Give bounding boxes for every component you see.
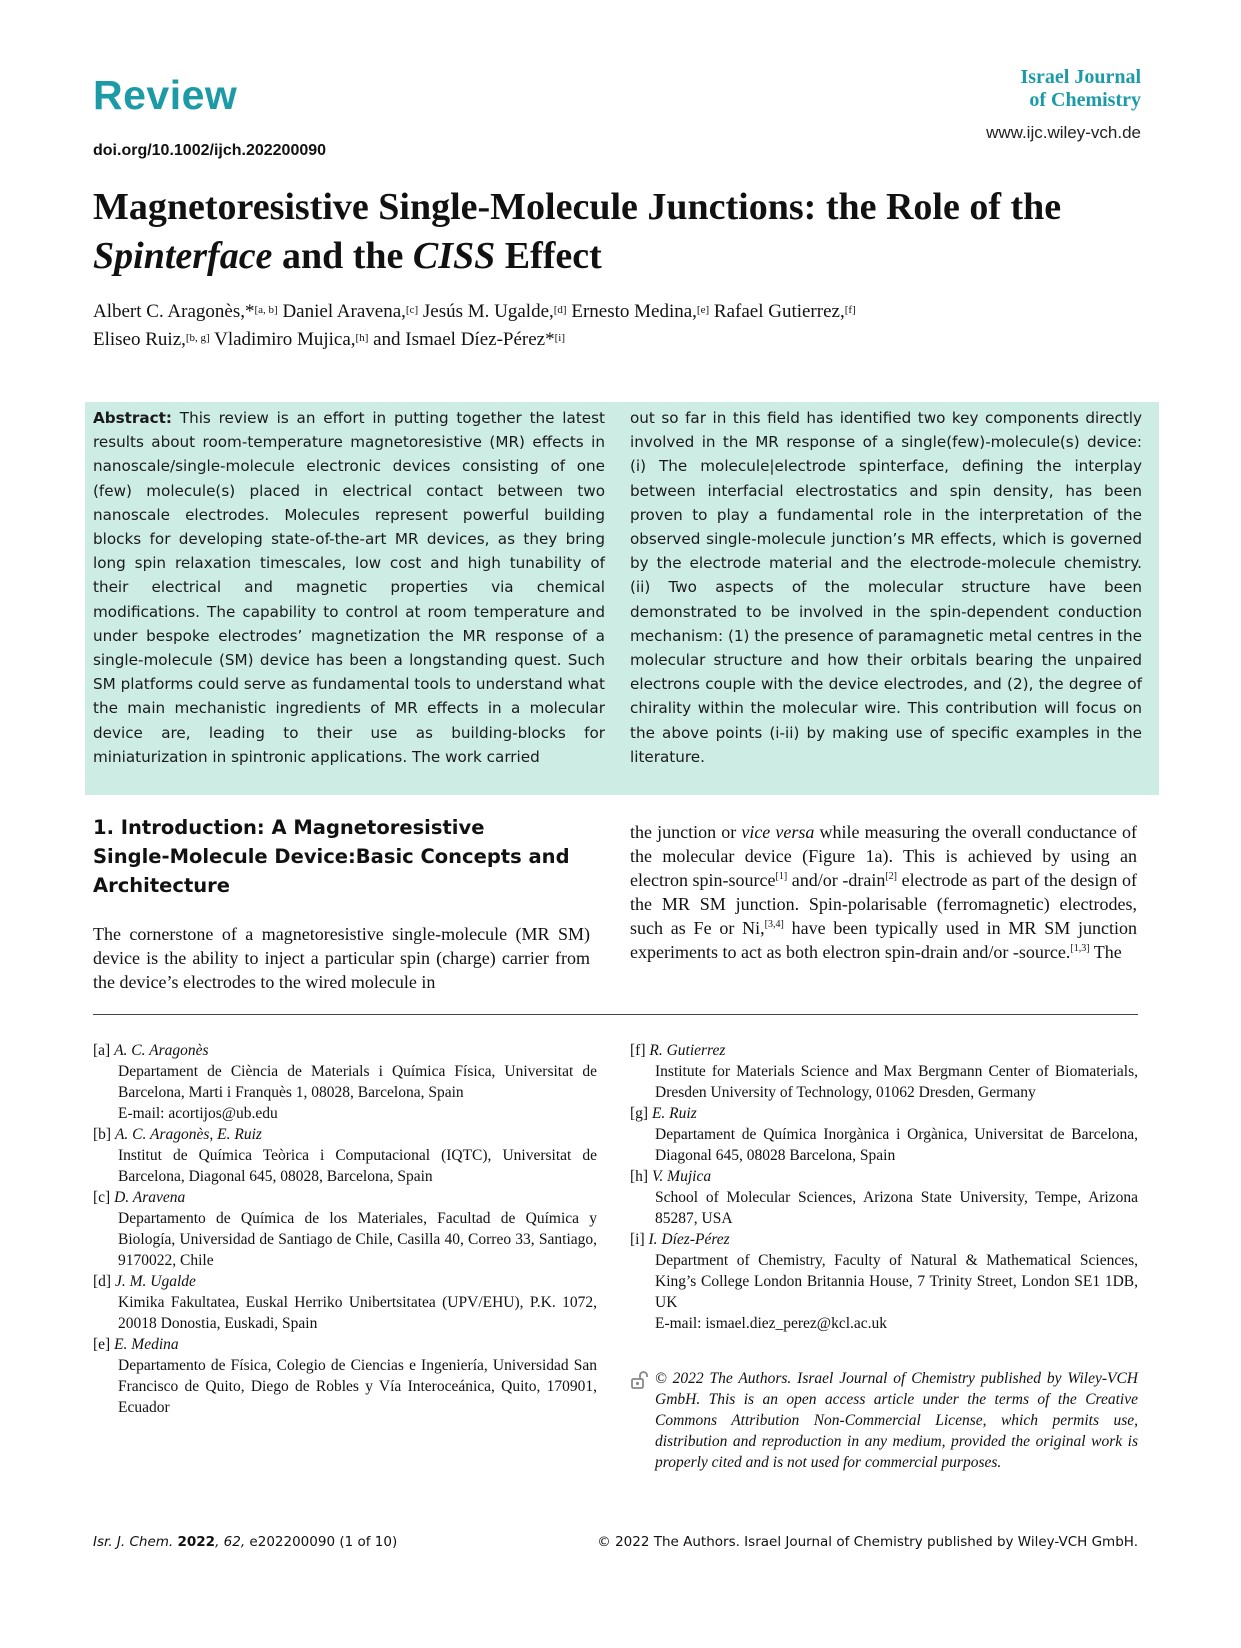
title-line2: Spinterface and the CISS Effect [93, 235, 602, 277]
citation[interactable]: [1,3] [1070, 943, 1090, 954]
copyright-footer: © 2022 The Authors. Israel Journal of Chemistry published by Wiley-VCH GmbH. [597, 1534, 1138, 1550]
affiliation-a: [a] A. C. Aragonès Departament de Ciència de Materials i Química Física, Universitat de Barcelona, Marti i Franquès 1, 08028, Barcelona, Spain E-mail: acortijos@ub.edu [93, 1042, 597, 1122]
email-link[interactable]: E-mail: acortijos@ub.edu [118, 1105, 278, 1122]
abstract-label: Abstract: [93, 409, 173, 427]
affiliation-d: [d] J. M. Ugalde Kimika Fakultatea, Euskal Herriko Unibertsitatea (UPV/EHU), P.K. 1072, 20018 Donostia, Euskadi, Spain [93, 1273, 597, 1332]
affiliation-f: [f] R. Gutierrez Institute for Materials Science and Max Bergmann Center of Biomaterials, Dresden University of Technology, 01062 Dresden, Germany [630, 1042, 1138, 1101]
body-text-right: the junction or vice versa while measuring the overall conductance of the molecular device (Figure 1a). This is achieved by using an electron spin-source[1] and/or -drain[2] electrode as part of the design of the MR SM junction. Spin-polarisable (ferromagnetic) electrodes, such as Fe or Ni,[3,4] have been typically used in MR SM junction experiments to act as both electron spin-drain and/or -source.[1,3] The [630, 822, 1138, 962]
section-label: Review [93, 72, 238, 118]
article-title [93, 183, 1153, 281]
affiliation-h: [h] V. Mujica School of Molecular Sciences, Arizona State University, Tempe, Arizona 85287, USA [630, 1168, 1138, 1227]
abstract-right-column: out so far in this field has identified two key components directly involved in the MR response of a single(few)-molecule(s) device: (i) The molecule|electrode spinterface, defining the interplay between interfacial electrostatics and spin density, has been proven to play a fundamental role in the interpretation of the observed single-molecule junction’s MR effects, which is governed by the electrode material and the electrode-molecule chemistry. (ii) Two aspects of the molecular structure have been demonstrated to be involved in the spin-dependent conduction mechanism: (1) the presence of paramagnetic metal centres in the molecular structure and how their orbitals bearing the unpaired electrons couple with the device electrodes, and (2), the degree of chirality within the molecular wire. This contribution will focus on the above points (i-ii) by making use of specific examples in the literature. [630, 409, 1142, 766]
citation-footer: Isr. J. Chem. 2022, 62, e202200090 (1 of 10) [93, 1534, 398, 1550]
affiliation-e: [e] E. Medina Departamento de Física, Colegio de Ciencias e Ingeniería, Universidad San Francisco de Quito, Diego de Robles y Vía Interoceánica, Quito, 170901, Ecuador [93, 1336, 597, 1416]
affiliation-g: [g] E. Ruiz Departament de Química Inorgànica i Orgànica, Universitat de Barcelona, Diagonal 645, 08028 Barcelona, Spain [630, 1105, 1138, 1164]
author-list [93, 298, 1153, 354]
license-text: © 2022 The Authors. Israel Journal of Chemistry published by Wiley-VCH GmbH. This is an open access article under the terms of the Creative Commons Attribution Non-Commercial License, which permits use, distribution and reproduction in any medium, provided the original work is properly cited and is not used for commercial purposes. [655, 1370, 1138, 1471]
journal-name-line1: Israel Journal [1020, 66, 1141, 88]
section-heading: 1. Introduction: A Magnetoresistive Single-Molecule Device:Basic Concepts and Architecture [93, 816, 570, 897]
affiliation-c: [c] D. Aravena Departamento de Química de los Materiales, Facultad de Química y Biología, Universidad de Santiago de Chile, Casilla 40, Correo 33, Santiago, 9170022, Chile [93, 1189, 597, 1269]
author-line2: Eliseo Ruiz,[b, g] Vladimiro Mujica,[h] and Ismael Díez-Pérez*[i] [93, 329, 565, 350]
abstract-box [85, 402, 1159, 795]
journal-name-line2: of Chemistry [1029, 89, 1141, 111]
citation[interactable]: [1] [775, 871, 788, 882]
affiliations-right [630, 1040, 1138, 1334]
affiliations-left [93, 1040, 597, 1418]
journal-website-link[interactable]: www.ijc.wiley-vch.de [986, 123, 1141, 142]
affiliation-i: [i] I. Díez-Pérez Department of Chemistry, Faculty of Natural & Mathematical Sciences, King’s College London Britannia House, 7 Trinity Street, London SE1 1DB, UK E-mail: ismael.diez_perez@kcl.ac.uk [630, 1231, 1138, 1332]
open-access-lock-icon [630, 1370, 650, 1390]
doi-link[interactable]: doi.org/10.1002/ijch.202200090 [93, 142, 327, 159]
license-notice [630, 1368, 1138, 1473]
abstract-left-column: Abstract: This review is an effort in putting together the latest results about room-temperature magnetoresistive (MR) effects in nanoscale/single-molecule electronic devices consisting of one (few) molecule(s) placed in electrical contact between two nanoscale electrodes. Molecules represent powerful building blocks for developing state-of-the-art MR devices, as they bring long spin relaxation timescales, low cost and high tunability of their electrical and magnetic properties via chemical modifications. The capability to control at room temperature and under bespoke electrodes’ magnetization the MR response of a single-molecule (SM) device has been a longstanding quest. Such SM platforms could serve as fundamental tools to understand what the main mechanistic ingredients of MR effects in a molecular device are, leading to their use as building-blocks for miniaturization in spintronic applications. The work carried [93, 409, 605, 766]
footnote-divider [93, 1014, 1138, 1015]
email-link[interactable]: E-mail: ismael.diez_perez@kcl.ac.uk [655, 1315, 888, 1332]
journal-logo [1020, 66, 1141, 112]
affiliation-b: [b] A. C. Aragonès, E. Ruiz Institut de Química Teòrica i Computacional (IQTC), Universitat de Barcelona, Diagonal 645, 08028, Barcelona, Spain [93, 1126, 597, 1185]
author-line1: Albert C. Aragonès,*[a, b] Daniel Aravena,[c] Jesús M. Ugalde,[d] Ernesto Medina,[e] Rafael Gutierrez,[f] [93, 301, 856, 322]
citation[interactable]: [3,4] [764, 919, 784, 930]
citation[interactable]: [2] [885, 871, 898, 882]
body-text-left: The cornerstone of a magnetoresistive single-molecule (MR SM) device is the ability to inject a particular spin (charge) carrier from the device’s electrodes to the wired molecule in [93, 924, 590, 992]
title-line1: Magnetoresistive Single-Molecule Junctions: the Role of the [93, 186, 1062, 228]
